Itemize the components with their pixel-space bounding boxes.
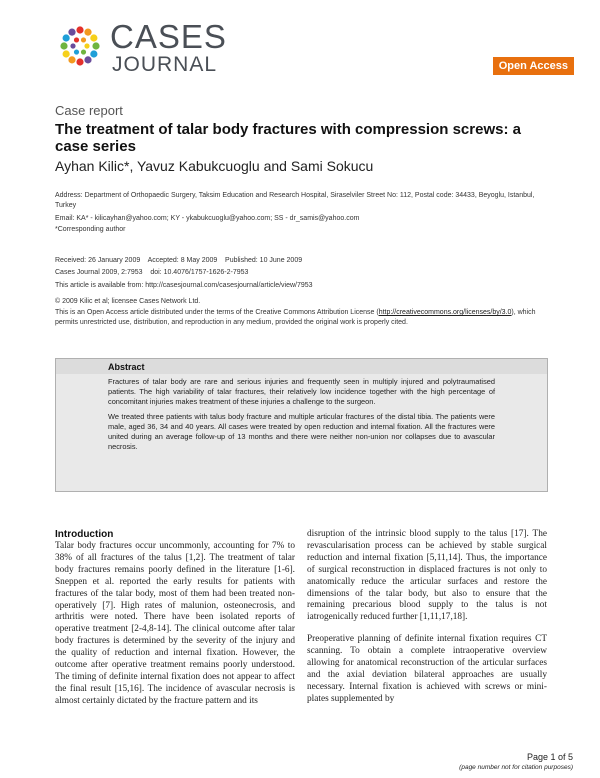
logo-petal — [63, 50, 70, 57]
logo-word-cases: CASES — [110, 18, 227, 55]
introduction-paragraph-1: Talar body fractures occur uncommonly, accounting for 7% to 38% of all fractures of the talus [1,2]. The treatment of talar body fractures remains poorly defined in the literature [1-6]. Sneppen et al. reported the early results for patients with fractures of the talar body, most of them had been treated non-operatively [7]. High rates of malunion, osteonecrosis, and arthritis were noted. There have been isolated reports of operative treatment [2-4,8-14]. The clinical outcome after talar body fractures is determined by the severity of the injury and the quality of reduction and internal fixation. However, the outcome after operative treatment remains poorly understood. The timing of definite internal fixation does not appear to affect the final result [15,16]. The incidence of avascular necrosis is almost certainly dictated by the fracture pattern and its — [55, 541, 295, 706]
body-column-left — [55, 529, 295, 718]
abstract-heading: Abstract — [56, 359, 547, 374]
license-statement — [55, 308, 555, 328]
author-emails: Email: KA* - kilicayhan@yahoo.com; KY - ykabukcuoglu@yahoo.com; SS - dr_samis@yahoo.com — [55, 215, 360, 222]
article-type: Case report — [55, 103, 123, 118]
page-footer — [459, 752, 573, 772]
logo-petal — [68, 29, 75, 36]
logo-petal — [63, 34, 70, 41]
article-url: This article is available from: http://casesjournal.com/casesjournal/article/view/7953 — [55, 282, 313, 289]
logo-inner-petal — [70, 43, 75, 48]
logo-petal — [84, 56, 91, 63]
introduction-paragraph-2: disruption of the intrinsic blood supply to the talus [17]. The revascularisation process can be achieved by stable surgical reduction and internal fixation [5,11,14]. Thus, the importance of surgical reconstruction in displaced fractures is not only to anatomically reduce the articular surfaces and restore the dimensions of the talar body, but also to ensure that the remaining precarious blood supply to the talus is not iatrogenically reduced further [1,11,17,18]. — [307, 529, 547, 623]
page-number: Page 1 of 5 — [526, 752, 573, 762]
license-text-after: ), which permits unrestricted use, distribution, and reproduction in any medium, provided the original work is properly cited. — [55, 309, 536, 326]
logo-inner-petal — [84, 43, 89, 48]
logo-petal — [90, 34, 97, 41]
logo-inner-petal — [81, 37, 86, 42]
journal-logo — [50, 16, 227, 78]
article-title: The treatment of talar body fractures with compression screws: a case series — [55, 121, 521, 155]
license-link[interactable]: http://creativecommons.org/licenses/by/3.0 — [378, 309, 512, 316]
citation-line: Cases Journal 2009, 2:7953 doi: 10.4076/1757-1626-2-7953 — [55, 269, 249, 276]
author-list: Ayhan Kilic*, Yavuz Kabukcuoglu and Sami Sokucu — [55, 158, 374, 174]
logo-petal — [68, 56, 75, 63]
corresponding-author-note: *Corresponding author — [55, 226, 126, 233]
page-number-note: (page number not for citation purposes) — [459, 764, 573, 771]
publication-dates: Received: 26 January 2009 Accepted: 8 May 2009 Published: 10 June 2009 — [55, 257, 303, 264]
abstract-paragraph-2: We treated three patients with talus body fracture and multiple articular fractures of the distal tibia. The patients were male, aged 36, 34 and 40 years. All cases were treated by open reduction and internal fixation. All the fractures were united during an average follow-up of 13 months and there were neither non-union nor collapses due to avascular necrosis. — [108, 412, 495, 451]
logo-inner-petal — [74, 49, 79, 54]
logo-word-journal: JOURNAL — [112, 53, 218, 76]
logo-inner-petal — [81, 49, 86, 54]
abstract-box — [55, 358, 548, 492]
logo-petal — [92, 42, 99, 49]
introduction-paragraph-3: Preoperative planning of definite internal fixation requires CT scanning. To obtain a complete intraoperative overview allowing for anatomical reconstruction of the articular surfaces and the axial deviation bilateral approaches are usually necessary. Internal fixation is achieved with screws or mini-plates supplemented by — [307, 634, 547, 704]
logo-inner-petal — [74, 37, 79, 42]
logo-petal — [76, 58, 83, 65]
logo-petal — [76, 26, 83, 33]
abstract-paragraph-1: Fractures of talar body are rare and serious injuries and frequently seen in multiply injured and polytraumatised patients. The high variability of talar fractures, their relatively low incidence together with the high percentage of concomitant injuries makes treatment of these injuries a challenge to the surgeon. — [108, 377, 495, 406]
logo-petal — [84, 29, 91, 36]
introduction-heading: Introduction — [55, 529, 114, 540]
logo-petal — [60, 42, 67, 49]
author-address: Address: Department of Orthopaedic Surgery, Taksim Education and Research Hospital, Siraselviler Street No: 112, Postal code: 34433, Beyoglu, Istanbul, Turkey — [55, 192, 535, 209]
license-text-before: This is an Open Access article distributed under the terms of the Creative Commons Attribution License ( — [55, 309, 379, 316]
logo-petal — [90, 50, 97, 57]
open-access-badge: Open Access — [493, 57, 574, 75]
flower-logo-icon — [50, 20, 106, 70]
body-column-right — [307, 529, 547, 716]
copyright-line: © 2009 Kilic et al; licensee Cases Network Ltd. — [55, 298, 201, 305]
